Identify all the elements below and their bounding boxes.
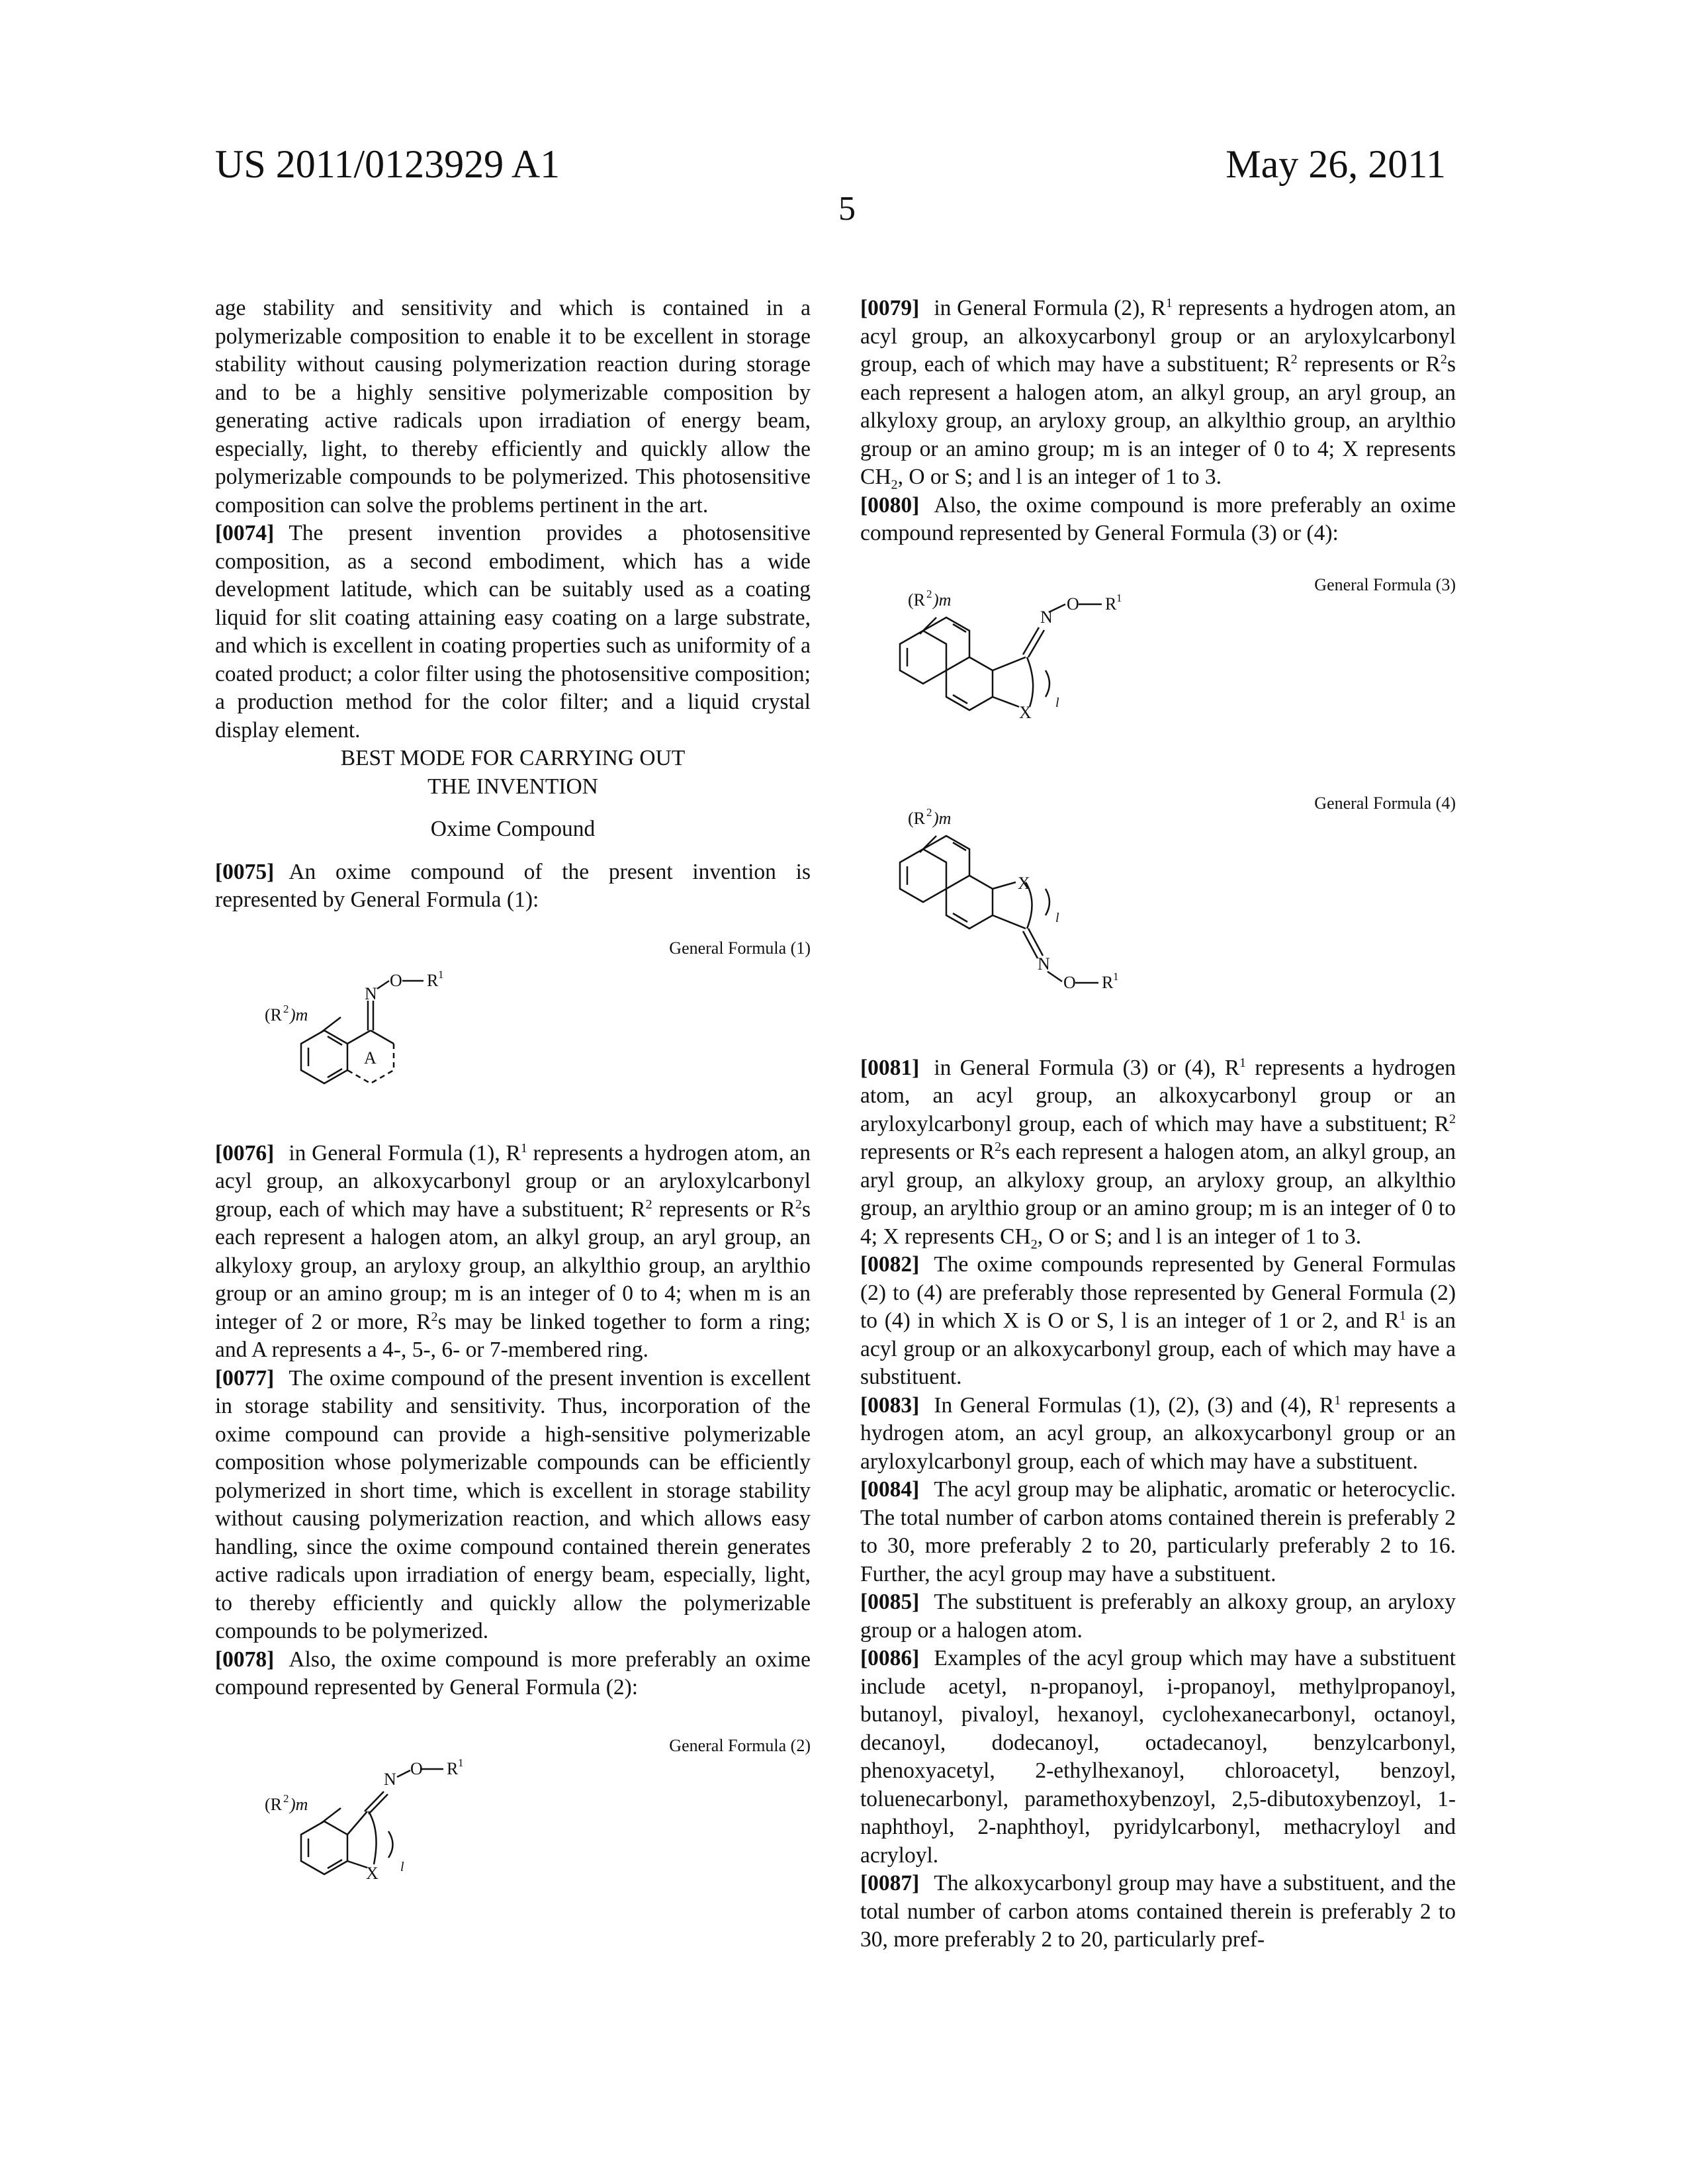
svg-text:R: R — [1105, 594, 1117, 614]
formula-label: General Formula (4) — [1314, 790, 1456, 818]
paragraph-tag: [0074] — [215, 521, 274, 545]
svg-text:1: 1 — [1116, 592, 1122, 604]
svg-text:A: A — [364, 1048, 377, 1068]
svg-text:2: 2 — [926, 588, 932, 600]
svg-text:2: 2 — [926, 806, 932, 819]
svg-text:N: N — [1038, 954, 1050, 974]
general-formula-3 — [860, 571, 1456, 790]
paragraph-0075: [0075] An oxime compound of the present invention is represented by General Formula (1): — [215, 858, 811, 915]
svg-text:(R: (R — [265, 1005, 283, 1024]
svg-text:(R: (R — [908, 590, 926, 610]
svg-text:N: N — [365, 984, 377, 1003]
svg-text:1: 1 — [1113, 970, 1119, 983]
paragraph-tag: [0084] — [860, 1477, 919, 1502]
structure-diagram — [215, 1732, 811, 1931]
svg-text:R: R — [447, 1759, 459, 1778]
general-formula-1 — [215, 915, 811, 1140]
header-pub-number: US 2011/0123929 A1 — [215, 144, 560, 184]
svg-text:l: l — [1055, 696, 1059, 710]
svg-text:O: O — [390, 971, 402, 990]
svg-text:l: l — [400, 1860, 404, 1874]
svg-text:1: 1 — [438, 968, 444, 981]
svg-text:2: 2 — [283, 1003, 289, 1015]
svg-text:O: O — [410, 1759, 423, 1778]
paragraph-tag: [0080] — [860, 493, 919, 518]
paragraph-tag: [0082] — [860, 1252, 919, 1277]
svg-text:X: X — [1019, 703, 1032, 722]
paragraph-0084: [0084] The acyl group may be aliphatic, aromatic or heterocyclic. The total number of carbon atoms contained therein is preferably 2 to 30, more preferably 2 to 20, particularly preferably 2 to 16. Further, the acyl group may have a substituent. — [860, 1476, 1456, 1588]
paragraph-tag: [0085] — [860, 1590, 919, 1614]
svg-text:)m: )m — [289, 1795, 308, 1814]
svg-text:l: l — [1055, 911, 1059, 925]
subsection-heading: Oxime Compound — [215, 815, 811, 844]
svg-text:X: X — [366, 1864, 379, 1883]
svg-text:(R: (R — [265, 1795, 283, 1814]
header-date: May 26, 2011 — [1226, 144, 1446, 184]
svg-text:R: R — [427, 971, 439, 990]
formula-label: General Formula (2) — [669, 1732, 811, 1760]
formula-label: General Formula (3) — [1314, 571, 1456, 600]
svg-text:N: N — [384, 1770, 396, 1789]
svg-text:X: X — [1018, 874, 1030, 893]
svg-text:)m: )m — [932, 809, 951, 828]
paragraph-tag: [0077] — [215, 1366, 274, 1390]
general-formula-2 — [215, 1732, 811, 1931]
paragraph-tag: [0086] — [860, 1646, 919, 1670]
page-number: 5 — [0, 192, 1694, 226]
svg-text:(R: (R — [908, 809, 926, 828]
paragraph-0082: [0082] The oxime compounds represented by General Formulas (2) to (4) are preferably those represented by General Formula (2) to (4) in which X is O or S, l is an integer of 1 or 2, and R1 is an acyl group or an alkoxycarbonyl group, each of which may have a substituent. — [860, 1251, 1456, 1392]
section-heading: BEST MODE FOR CARRYING OUT THE INVENTION — [215, 745, 811, 801]
paragraph-0076: [0076] in General Formula (1), R1 represents a hydrogen atom, an acyl group, an alkoxycarbonyl group or an aryloxylcarbonyl group, each of which may have a substituent; R2 represents or R2s each represent a halogen atom, an alkyl group, an aryl group, an alkyloxy group, an aryloxy group, an alkylthio group, an arylthio group or an amino group; m is an integer of 0 to 4; when m is an integer of 2 or more, R2s may be linked together to form a ring; and A represents a 4-, 5-, 6- or 7-membered ring. — [215, 1140, 811, 1365]
paragraph-0085: [0085] The substituent is preferably an alkoxy group, an aryloxy group or a halogen atom. — [860, 1588, 1456, 1645]
paragraph-tag: [0087] — [860, 1871, 919, 1895]
paragraph-0079: [0079] in General Formula (2), R1 represents a hydrogen atom, an acyl group, an alkoxycarbonyl group or an aryloxylcarbonyl group, each of which may have a substituent; R2 represents or R2s each represent a halogen atom, an alkyl group, an aryl group, an alkyloxy group, an aryloxy group, an alkylthio group, an arylthio group or an amino group; m is an integer of 0 to 4; X represents CH2, O or S; and l is an integer of 1 to 3. — [860, 295, 1456, 492]
svg-text:1: 1 — [458, 1756, 464, 1769]
svg-text:)m: )m — [289, 1005, 308, 1024]
paragraph-tag: [0078] — [215, 1647, 274, 1672]
paragraph-0086: [0086] Examples of the acyl group which may have a substituent include acetyl, n-propanoyl, i-propanoyl, methylpropanoyl, butanoyl, pivaloyl, hexanoyl, cyclohexanecarbonyl, octanoyl, decanoyl, dodecanoyl, octadecanoyl, benzylcarbonyl, phenoxyacetyl, 2-ethylhexanoyl, chloroacetyl, benzoyl, toluenecarbonyl, paramethoxybenzoyl, 2,5-dibutoxybenzoyl, 1-naphthoyl, 2-naphthoyl, pyridylcarbonyl, methacryloyl and acryloyl. — [860, 1645, 1456, 1870]
paragraph-0083: [0083] In General Formulas (1), (2), (3) and (4), R1 represents a hydrogen atom, an acyl group, an alkoxycarbonyl group or an aryloxylcarbonyl group, each of which may have a substituent. — [860, 1392, 1456, 1477]
paragraph-tag: [0076] — [215, 1141, 274, 1165]
svg-text:N: N — [1040, 608, 1053, 627]
paragraph-0087: [0087] The alkoxycarbonyl group may have a substituent, and the total number of carbon atoms contained therein is preferably 2 to 30, more preferably 2 to 20, particularly pref- — [860, 1870, 1456, 1954]
paragraph-tag: [0075] — [215, 860, 274, 884]
left-column — [215, 295, 811, 1931]
paragraph-tag: [0083] — [860, 1393, 919, 1418]
svg-text:2: 2 — [283, 1792, 289, 1805]
paragraph-continued: age stability and sensitivity and which is contained in a polymerizable composition to enable it to be excellent in storage stability without causing polymerization reaction during storage and to be a highly sensitive polymerizable composition by generating active radicals upon irradiation of energy beam, especially, light, to thereby efficiently and quickly allow the polymerizable compounds to be polymerized. This photosensitive composition can solve the problems pertinent in the art. — [215, 295, 811, 520]
formula-label: General Formula (1) — [669, 934, 811, 963]
paragraph-tag: [0079] — [860, 296, 919, 320]
svg-text:)m: )m — [932, 590, 951, 610]
right-column — [860, 295, 1456, 1954]
svg-text:O: O — [1067, 594, 1079, 614]
paragraph-0078: [0078] Also, the oxime compound is more preferably an oxime compound represented by General Formula (2): — [215, 1646, 811, 1702]
structure-diagram — [860, 790, 1456, 1054]
paragraph-0081: [0081] in General Formula (3) or (4), R1 represents a hydrogen atom, an acyl group, an alkoxycarbonyl group or an aryloxylcarbonyl group, each of which may have a substituent; R2 represents or R2s each represent a halogen atom, an alkyl group, an aryl group, an alkyloxy group, an aryloxy group, an alkylthio group, an arylthio group or an amino group; m is an integer of 0 to 4; X represents CH2, O or S; and l is an integer of 1 to 3. — [860, 1054, 1456, 1251]
paragraph-0077: [0077] The oxime compound of the present invention is excellent in storage stability and sensitivity. Thus, incorporation of the oxime compound can provide a high-sensitive polymerizable composition whose polymerizable compounds can be efficiently polymerized in short time, which is excellent in storage stability without causing polymerization reaction, and which allows easy handling, since the oxime compound contained therein generates active radicals upon irradiation of energy beam, especially, light, to thereby efficiently and quickly allow the polymerizable compounds to be polymerized. — [215, 1365, 811, 1646]
svg-text:O: O — [1063, 973, 1076, 992]
paragraph-tag: [0081] — [860, 1056, 919, 1080]
paragraph-0080: [0080] Also, the oxime compound is more preferably an oxime compound represented by General Formula (3) or (4): — [860, 492, 1456, 548]
svg-text:R: R — [1102, 973, 1114, 992]
general-formula-4 — [860, 790, 1456, 1054]
structure-diagram — [860, 571, 1456, 790]
paragraph-0074: [0074] The present invention provides a photosensitive composition, as a second embodiment, which has a wide development latitude, which can be suitably used as a coating liquid for slit coating attaining easy coating on a large substrate, and which is excellent in coating properties such as uniformity of a coated product; a color filter using the photosensitive composition; a production method for the color filter; and a liquid crystal display element. — [215, 520, 811, 745]
